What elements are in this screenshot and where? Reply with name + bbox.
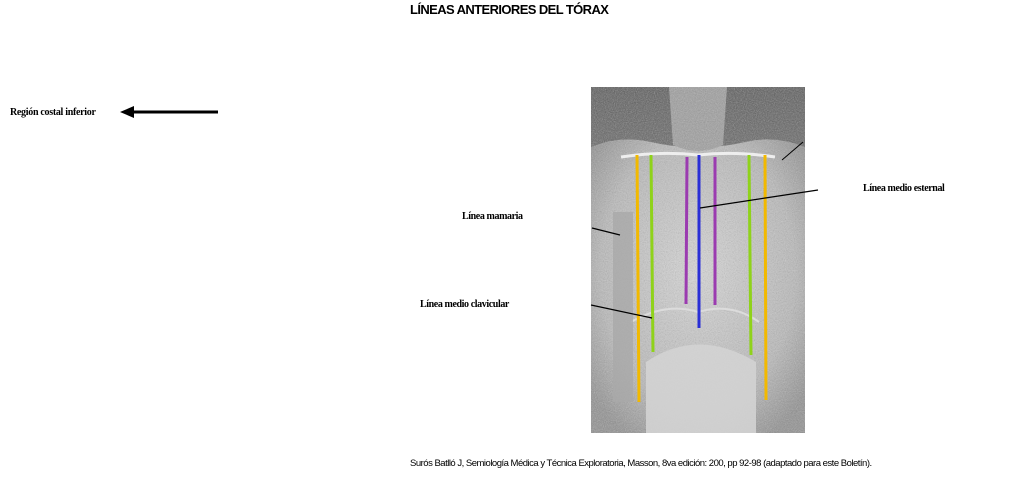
source-credit: Surós Batlló J, Semiología Médica y Técnica Exploratoria, Masson, 8va edición: 200, pp 92-98 (adaptado para este Boletín). — [410, 458, 872, 469]
label-linea-medio-esternal: Línea medio esternal — [863, 183, 945, 194]
page-title: LÍNEAS ANTERIORES DEL TÓRAX — [410, 2, 609, 17]
label-linea-medio-clavicular: Línea medio clavicular — [420, 299, 509, 310]
left-arrow-icon — [120, 104, 220, 120]
label-linea-mamaria: Línea mamaria — [462, 211, 523, 222]
thorax-photo — [591, 87, 805, 433]
rib-marker-strip — [613, 212, 633, 402]
region-costal-inferior-label: Región costal inferior — [10, 107, 96, 118]
abdomen-patch — [646, 345, 756, 434]
